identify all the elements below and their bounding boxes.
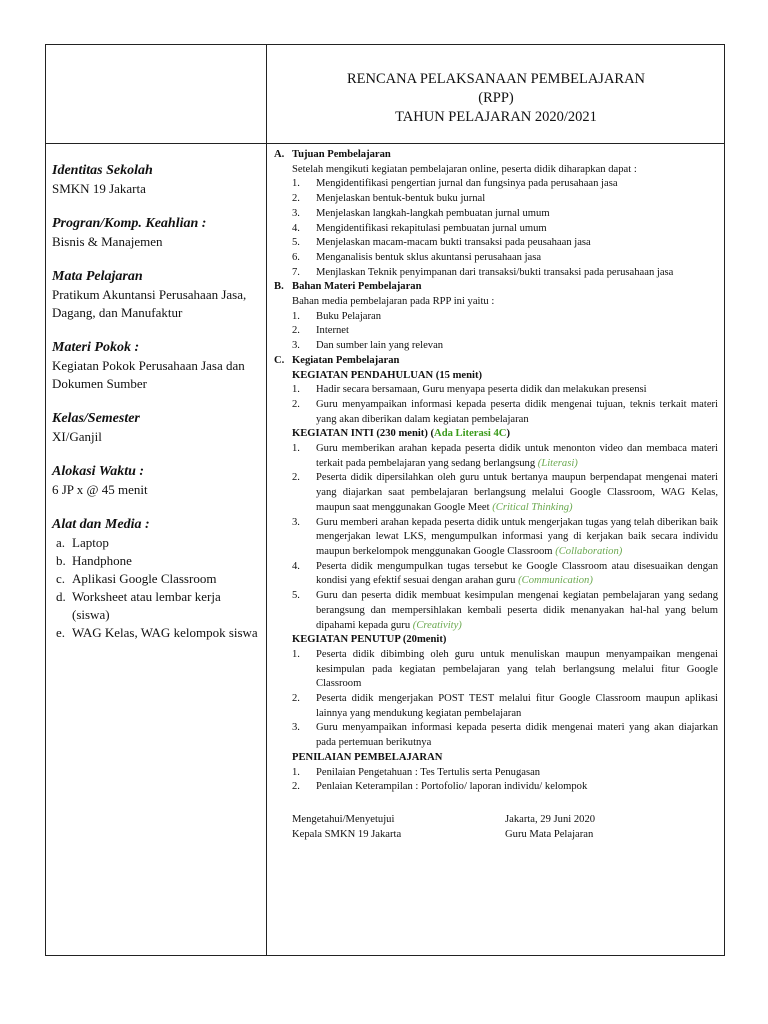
list-marker: 3. [292, 207, 300, 219]
list-item [52, 624, 260, 642]
list-item [274, 251, 718, 266]
tools-label: Alat dan Media : [52, 517, 150, 532]
list-marker: 5. [292, 237, 300, 249]
list-text: Worksheet atau lembar kerja (siswa) [72, 589, 221, 622]
list-item [274, 692, 718, 721]
list-item [274, 442, 718, 471]
section-title: Bahan Materi Pembelajaran [292, 281, 422, 293]
list-marker: 1. [292, 310, 300, 322]
core-list [274, 442, 718, 633]
opening-heading: KEGIATAN PENDAHULUAN (15 menit) [292, 369, 482, 381]
list-item [274, 560, 718, 589]
list-text: Laptop [72, 535, 109, 550]
list-marker: 7. [292, 266, 300, 278]
program-value: Bisnis & Manajemen [52, 234, 163, 249]
list-marker: 2. [292, 781, 300, 793]
list-marker: 3. [292, 340, 300, 352]
list-item [274, 516, 718, 560]
principal-label: Kepala SMKN 19 Jakarta [292, 828, 402, 840]
tools-list [52, 534, 260, 642]
topic-label: Materi Pokok : [52, 340, 140, 355]
list-text: Menjelaskan langkah-langkah pembuatan jurnal umum [316, 207, 550, 219]
assessment-list [274, 766, 718, 795]
list-text: Penilaian Pengetahuan : Tes Tertulis serta Penugasan [316, 766, 541, 778]
list-text: Handphone [72, 553, 132, 568]
list-text: Menganalisis bentuk sklus akuntansi perusahaan jasa [316, 251, 542, 263]
list-item [52, 570, 260, 588]
time-label: Alokasi Waktu : [52, 464, 145, 479]
materials-list [274, 310, 718, 354]
list-text: WAG Kelas, WAG kelompok siswa [72, 625, 258, 640]
list-item [274, 192, 718, 207]
list-item [274, 236, 718, 251]
list-item [52, 534, 260, 552]
section-title: Tujuan Pembelajaran [292, 149, 391, 160]
list-marker: 1. [292, 766, 300, 778]
list-marker: 3. [292, 722, 300, 734]
list-text: Mengidentifikasi pengertian jurnal dan fungsinya pada perusahaan jasa [316, 178, 618, 190]
section-marker: B. [274, 281, 284, 293]
list-marker: 1. [292, 178, 300, 190]
section-c-heading [274, 354, 718, 369]
opening-list [274, 383, 718, 427]
school-value: SMKN 19 Jakarta [52, 181, 146, 196]
list-text: Aplikasi Google Classroom [72, 571, 217, 586]
approval-label: Mengetahui/Menyetujui [292, 813, 395, 825]
title-line-1: RENCANA PELAKSANAAN PEMBELAJARAN [346, 71, 646, 87]
section-marker: A. [274, 149, 285, 160]
list-text: Hadir secara bersamaan, Guru menyapa peserta didik dan melakukan presensi [316, 384, 647, 396]
school-section [52, 161, 260, 198]
section-marker: C. [274, 354, 285, 366]
list-marker: 1. [292, 384, 300, 396]
core-heading-text: KEGIATAN INTI (230 menit) ( [292, 428, 435, 440]
tools-section [52, 515, 260, 642]
teacher-label: Guru Mata Pelajaran [505, 828, 594, 840]
list-item [274, 383, 718, 398]
list-item [274, 780, 718, 795]
list-item [52, 552, 260, 570]
class-value: XI/Ganjil [52, 429, 102, 444]
list-marker: 5. [292, 590, 300, 602]
list-item [274, 648, 718, 692]
list-marker: b. [56, 553, 66, 568]
list-item [274, 339, 718, 354]
list-marker: a. [56, 535, 66, 550]
list-item [274, 766, 718, 781]
list-marker: 1. [292, 443, 300, 455]
list-text: Peserta didik mengerjakan POST TEST melalui fitur Google Classroom maupun aplikasi lainnya yang mendukung kegiatan pembelajaran [316, 693, 718, 719]
core-heading-close: ) [506, 428, 510, 440]
list-item [274, 398, 718, 427]
content-column [274, 148, 718, 842]
list-text: Guru memberikan arahan kepada peserta didik untuk menonton video dan membaca materi terkait pada pembelajaran yang sedang berlangsung [316, 443, 718, 469]
list-marker: d. [56, 589, 66, 604]
signature-block [274, 813, 718, 842]
list-item [52, 588, 260, 624]
skill-tag: (Communication) [518, 575, 593, 587]
title-line-2: (RPP) [478, 90, 514, 106]
subject-value: Pratikum Akuntansi Perusahaan Jasa, Dagang, dan Manufaktur [52, 287, 247, 320]
list-text: Guru menyampaikan informasi kepada peserta didik mengenai tujuan, teknis terkait materi yang akan diberikan dalam kegiatan pembelajaran [316, 398, 718, 425]
program-label: Progran/Komp. Keahlian : [52, 216, 207, 231]
list-marker: 4. [292, 222, 300, 234]
program-section [52, 214, 260, 251]
list-item [274, 177, 718, 192]
list-text: Penlaian Keterampilan : Portofolio/ laporan individu/ kelompok [316, 781, 588, 793]
document-title [267, 70, 725, 127]
list-text: Peserta didik dipersilahkan oleh guru untuk bertanya maupun berpendapat mengenai materi yang diajarkan saat pembelajaran berlangsung melalui Google Classroom, WAG Kelas, maupun saat menggunakan Google Meet [316, 472, 718, 513]
core-heading-literacy: Ada Literasi 4C [434, 428, 507, 440]
topic-section [52, 338, 260, 393]
list-marker: 2. [292, 472, 300, 484]
section-a-intro: Setelah mengikuti kegiatan pembelajaran online, peserta didik diharapkan dapat : [292, 163, 637, 175]
list-item [274, 222, 718, 237]
list-text: Buku Pelajaran [316, 310, 382, 322]
list-text: Guru dan peserta didik membuat kesimpulan mengenai kegiatan pembelajaran yang sedang berangsung dan mempersihlakan kembali peserta didik menanyakan hal-hal yang belum dipahami kepada guru [316, 590, 718, 631]
list-text: Mengidentifikasi rekapitulasi pembuatan jurnal umum [316, 222, 547, 234]
time-value: 6 JP x @ 45 menit [52, 482, 148, 497]
list-item [274, 310, 718, 325]
list-marker: 2. [292, 693, 300, 705]
objectives-list [274, 177, 718, 280]
list-marker: 1. [292, 648, 300, 660]
section-b-heading [274, 280, 718, 295]
topic-value: Kegiatan Pokok Perusahaan Jasa dan Dokumen Sumber [52, 358, 245, 391]
list-marker: 4. [292, 560, 300, 572]
list-item [274, 721, 718, 750]
skill-tag: (Literasi) [537, 457, 578, 469]
list-marker: 2. [292, 398, 300, 410]
list-text: Peserta didik mengumpulkan tugas tersebut ke Google Classroom atau disesuaikan dengan kondisi yang efektif sesuai dengan arahan guru [316, 560, 718, 587]
list-marker: 2. [292, 193, 300, 205]
list-marker: 6. [292, 251, 300, 263]
list-item [274, 471, 718, 515]
skill-tag: (Creativity) [412, 619, 462, 631]
list-item [274, 207, 718, 222]
list-text: Dan sumber lain yang relevan [316, 340, 444, 352]
list-marker: c. [56, 571, 66, 586]
school-label: Identitas Sekolah [52, 163, 153, 178]
closing-list [274, 648, 718, 751]
row-divider [45, 143, 725, 144]
closing-heading: KEGIATAN PENUTUP (20menit) [292, 634, 447, 646]
identity-column [52, 161, 260, 658]
list-marker: e. [56, 625, 66, 640]
core-heading [274, 427, 718, 442]
list-marker: 2. [292, 325, 300, 337]
class-section [52, 409, 260, 446]
list-text: Menjlaskan Teknik penyimpanan dari transaksi/bukti transaksi pada perusahaan jasa [316, 266, 674, 278]
subject-label: Mata Pelajaran [52, 269, 143, 284]
section-title: Kegiatan Pembelajaran [292, 354, 400, 366]
date-place: Jakarta, 29 Juni 2020 [505, 813, 596, 825]
list-item [274, 324, 718, 339]
skill-tag: (Collaboration) [555, 545, 623, 557]
signature-right [505, 813, 718, 842]
section-b-intro: Bahan media pembelajaran pada RPP ini yaitu : [292, 296, 495, 308]
list-item [274, 589, 718, 633]
list-text: Peserta didik dibimbing oleh guru untuk menuliskan maupun menyampaikan mengenai kesimpulan pada kegiatan pembelajaran yang telah berlangsung melalui fitur Google Classroom [316, 648, 718, 690]
subject-section [52, 267, 260, 322]
list-item [274, 266, 718, 281]
list-text: Menjelaskan macam-macam bukti transaksi pada peusahaan jasa [316, 237, 591, 249]
column-divider [266, 44, 267, 956]
list-text: Internet [316, 325, 349, 337]
assessment-heading: PENILAIAN PEMBELAJARAN [292, 751, 443, 763]
list-text: Menjelaskan bentuk-bentuk buku jurnal [316, 193, 486, 205]
time-section [52, 462, 260, 499]
list-text: Guru menyampaikan informasi kepada peserta didik mengenai materi yang akan diajarkan pada pertemuan berikutnya [316, 722, 718, 749]
signature-left [292, 813, 505, 842]
skill-tag: (Critical Thinking) [492, 501, 573, 513]
list-text: Guru memberi arahan kepada peserta didik untuk mengerjakan tugas yang telah diberikan baik mengerjakan lewat LKS, mengumpulkan informasi yang di kerjakan baik secara individu maupun berkelompok menggunakan Google Classroom [316, 516, 718, 557]
class-label: Kelas/Semester [52, 411, 140, 426]
title-line-3: TAHUN PELAJARAN 2020/2021 [395, 109, 597, 125]
list-marker: 3. [292, 516, 300, 528]
section-a-heading [274, 148, 718, 163]
